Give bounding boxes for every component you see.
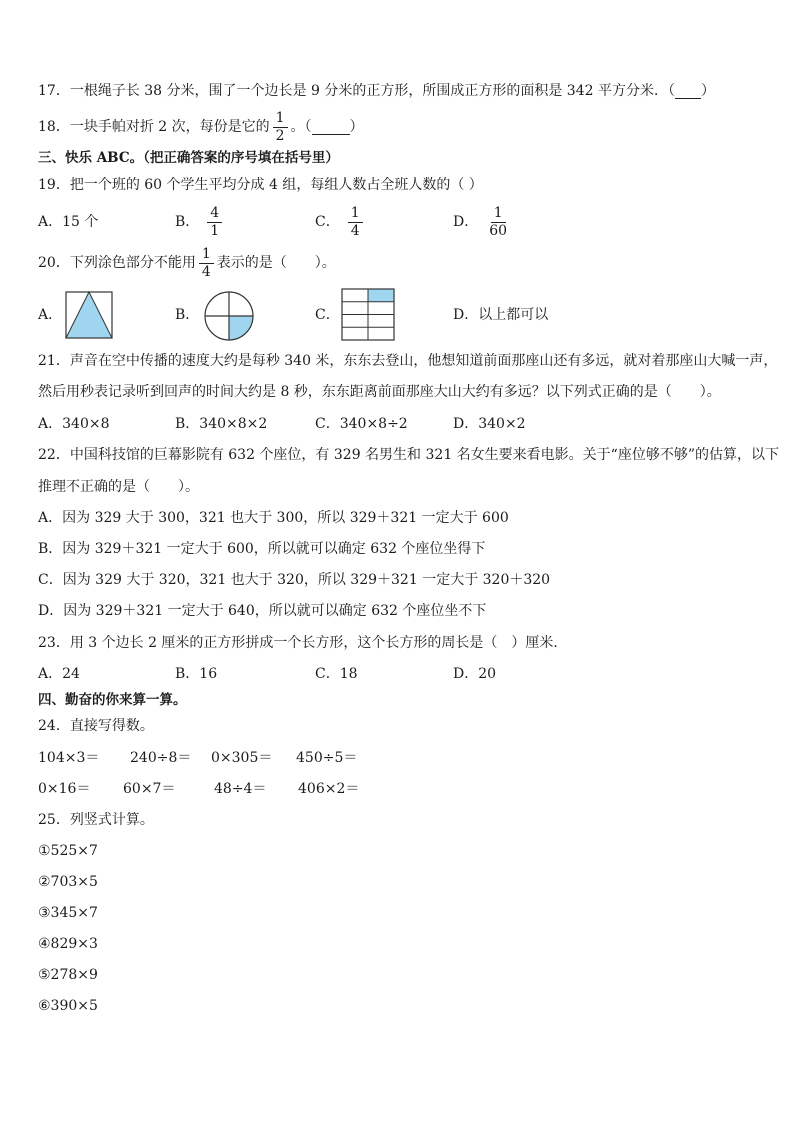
calc-expression: ②703×5 — [38, 874, 98, 890]
option-text: 20 — [478, 666, 497, 682]
section-3-title — [38, 150, 339, 166]
calc-item — [298, 781, 359, 797]
option-label: B． — [175, 214, 200, 230]
question-18-text: 18．一块手帕对折 2 次，每份是它的 — [38, 119, 270, 135]
question-23 — [38, 635, 567, 651]
question-20-fraction — [199, 247, 214, 280]
option-label: D． — [453, 666, 479, 682]
calc-item — [211, 750, 272, 766]
question-23-stem: 23．用 3 个边长 2 厘米的正方形拼成一个长方形，这个长方形的周长是（ ）厘米． — [38, 635, 568, 651]
option-label: C． — [315, 307, 340, 323]
q23-option-c — [315, 666, 358, 682]
question-25 — [38, 812, 154, 828]
option-text: 因为 329 大于 320，321 也大于 320，所以 329＋321 一定大于 320＋320 — [62, 572, 551, 588]
option-fraction — [207, 206, 222, 239]
option-text: 340×2 — [478, 416, 526, 432]
q19-option-d — [453, 205, 513, 239]
question-20 — [38, 246, 336, 280]
q20-option-b-label — [175, 307, 199, 323]
q20-option-a-label — [38, 307, 62, 323]
calc-item — [38, 750, 99, 766]
question-21-stem: 然后用秒表记录听到回声的时间大约是 8 秒，东东距离前面那座大山大约有多远？以下列式正确的是（ ）。 — [38, 384, 721, 400]
section-4-title — [38, 692, 187, 708]
option-text: 24 — [62, 666, 80, 682]
q21-option-b — [175, 416, 267, 432]
option-text: 340×8×2 — [199, 416, 268, 432]
vertical-calc-item — [38, 843, 98, 859]
fraction-denominator: 4 — [201, 263, 211, 280]
question-22-line-2 — [38, 479, 199, 495]
question-24-stem: 24．直接写得数。 — [38, 718, 154, 734]
calc-expression: 60×7＝ — [123, 781, 176, 797]
shaded-triangle — [66, 292, 112, 338]
option-label: B． — [175, 416, 200, 432]
vertical-calc-item — [38, 936, 98, 952]
question-21-stem: 21．声音在空中传播的速度大约是每秒 340 米，东东去登山，他想知道前面那座山还有多远，就对着那座山大喊一声， — [38, 353, 778, 369]
q22-option-d — [38, 603, 486, 619]
question-18-close-paren: ） — [349, 119, 364, 135]
q22-option-c — [38, 572, 550, 588]
question-21-line-2 — [38, 384, 721, 400]
q20-figure-square-triangle — [65, 291, 113, 339]
q23-option-d — [453, 666, 496, 682]
question-22-stem: 推理不正确的是（ ）。 — [38, 479, 199, 495]
q23-option-b — [175, 666, 217, 682]
option-text: 18 — [339, 666, 358, 682]
question-22-line-1 — [38, 447, 779, 463]
calc-expression: ③345×7 — [38, 905, 98, 921]
calc-item — [130, 750, 191, 766]
fraction-denominator: 4 — [350, 222, 360, 239]
calc-item — [296, 750, 357, 766]
q23-option-a — [38, 666, 80, 682]
q20-option-c-label — [315, 307, 340, 323]
option-label: C． — [315, 416, 340, 432]
question-17-close-paren: ） — [700, 83, 715, 99]
option-label: C． — [38, 572, 63, 588]
calc-item — [214, 781, 266, 797]
option-text: 因为 329＋321 一定大于 640，所以就可以确定 632 个座位坐不下 — [63, 603, 487, 619]
calc-expression: ⑤278×9 — [38, 967, 98, 983]
option-fraction — [348, 206, 363, 239]
option-label: A． — [38, 510, 63, 526]
option-text: 16 — [199, 666, 218, 682]
fraction-denominator: 2 — [275, 127, 285, 144]
fraction-numerator: 4 — [207, 206, 222, 223]
vertical-calc-item — [38, 874, 98, 890]
q20-option-d — [453, 307, 548, 323]
calc-item — [38, 781, 90, 797]
calc-expression: 406×2＝ — [298, 781, 360, 797]
question-21-line-1 — [38, 353, 777, 369]
option-text: 340×8÷2 — [339, 416, 408, 432]
vertical-calc-item — [38, 998, 98, 1014]
question-19 — [38, 177, 483, 193]
fraction-numerator: 1 — [491, 206, 506, 223]
vertical-calc-item — [38, 967, 98, 983]
q21-option-c — [315, 416, 408, 432]
option-text: 因为 329 大于 300，321 也大于 300，所以 329＋321 一定大于 600 — [62, 510, 509, 526]
q22-option-b — [38, 541, 485, 557]
q19-option-c — [315, 205, 366, 239]
option-text: 340×8 — [62, 416, 110, 432]
q21-option-a — [38, 416, 109, 432]
question-17-text: 17．一根绳子长 38 分米，围了一个边长是 9 分米的正方形，所围成正方形的面积是 342 平方分米．（ — [38, 83, 675, 99]
calc-item — [123, 781, 175, 797]
option-label: B． — [175, 307, 200, 323]
option-label: D． — [453, 307, 479, 323]
answer-blank-17 — [675, 84, 701, 99]
section-3-title-text: 三、快乐 ABC。（把正确答案的序号填在括号里） — [38, 150, 339, 166]
q19-option-b — [175, 205, 225, 239]
calc-expression: 450÷5＝ — [296, 750, 358, 766]
q20-figure-circle-quarters — [203, 290, 255, 342]
calc-expression: ⑥390×5 — [38, 998, 98, 1014]
question-25-stem: 25．列竖式计算。 — [38, 812, 154, 828]
calc-expression: 240÷8＝ — [130, 750, 192, 766]
calc-expression: 104×3＝ — [38, 750, 100, 766]
calc-expression: ④829×3 — [38, 936, 98, 952]
question-20-stem-after: 表示的是（ ）。 — [216, 255, 336, 271]
answer-blank-18 — [312, 120, 350, 135]
calc-expression: 0×305＝ — [211, 750, 273, 766]
section-4-title-text: 四、勤奋的你来算一算。 — [38, 692, 187, 708]
q21-option-d — [453, 416, 526, 432]
question-18-fraction — [273, 111, 288, 144]
vertical-calc-item — [38, 905, 98, 921]
question-17 — [38, 83, 715, 99]
calc-expression: ①525×7 — [38, 843, 98, 859]
question-22-stem: 22．中国科技馆的巨幕影院有 632 个座位，有 329 名男生和 321 名女生要来看电影。关于“座位够不够”的估算，以下 — [38, 447, 779, 463]
option-label: A． — [38, 214, 63, 230]
option-label: D． — [38, 603, 64, 619]
question-20-stem-before: 20．下列涂色部分不能用 — [38, 255, 196, 271]
option-text: 以上都可以 — [478, 307, 549, 323]
option-label: D． — [453, 214, 479, 230]
question-19-stem: 19．把一个班的 60 个学生平均分成 4 组，每组人数占全班人数的（ ） — [38, 177, 483, 193]
option-label: A． — [38, 307, 63, 323]
fraction-numerator: 1 — [348, 206, 363, 223]
fraction-denominator: 60 — [489, 222, 508, 239]
question-18-after: 。（ — [290, 119, 312, 135]
shaded-cell — [368, 289, 394, 302]
q22-option-a — [38, 510, 509, 526]
option-label: A． — [38, 416, 63, 432]
q20-figure-grid — [341, 288, 395, 341]
option-label: D． — [453, 416, 479, 432]
option-label: A． — [38, 666, 63, 682]
calc-expression: 0×16＝ — [38, 781, 91, 797]
option-fraction — [486, 206, 510, 239]
calc-expression: 48÷4＝ — [214, 781, 267, 797]
question-18 — [38, 110, 364, 144]
option-label: C． — [315, 666, 340, 682]
option-text: 15 个 — [62, 214, 99, 230]
option-label: C． — [315, 214, 340, 230]
option-label: B． — [38, 541, 63, 557]
question-24 — [38, 718, 154, 734]
option-text: 因为 329＋321 一定大于 600，所以就可以确定 632 个座位坐得下 — [62, 541, 486, 557]
fraction-denominator: 1 — [210, 222, 220, 239]
fraction-numerator: 1 — [199, 247, 214, 264]
option-label: B． — [175, 666, 200, 682]
q19-option-a — [38, 205, 98, 239]
fraction-numerator: 1 — [273, 111, 288, 128]
